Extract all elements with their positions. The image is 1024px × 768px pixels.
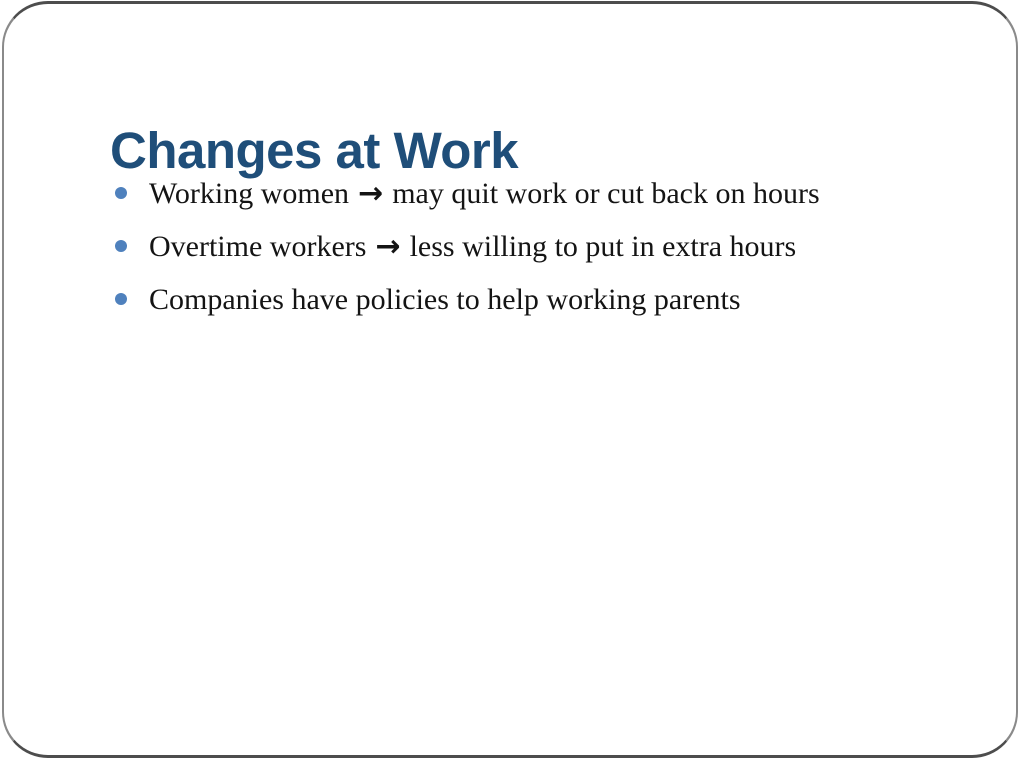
bullet-item [114,176,954,212]
bullet-text-after: less willing to put in extra hours [409,230,797,263]
bullet-text [149,282,741,318]
right-arrow-icon: → [375,229,401,264]
bullet-list [114,176,954,335]
bullet-dot-icon [115,187,127,199]
bullet-text [149,176,820,212]
bullet-dot-icon [115,240,127,252]
bullet-text-before: Working women [149,177,350,210]
slide-title: Changes at Work [110,122,519,180]
bullet-item [114,282,954,318]
bullet-text-before: Overtime workers [149,230,367,263]
right-arrow-icon: → [358,176,384,211]
bullet-text-after: may quit work or cut back on hours [392,177,820,210]
slide [2,1,1018,758]
bullet-text-before: Companies have policies to help working parents [149,283,741,316]
bullet-dot-icon [115,293,127,305]
bullet-item [114,229,954,265]
bullet-text [149,229,796,265]
